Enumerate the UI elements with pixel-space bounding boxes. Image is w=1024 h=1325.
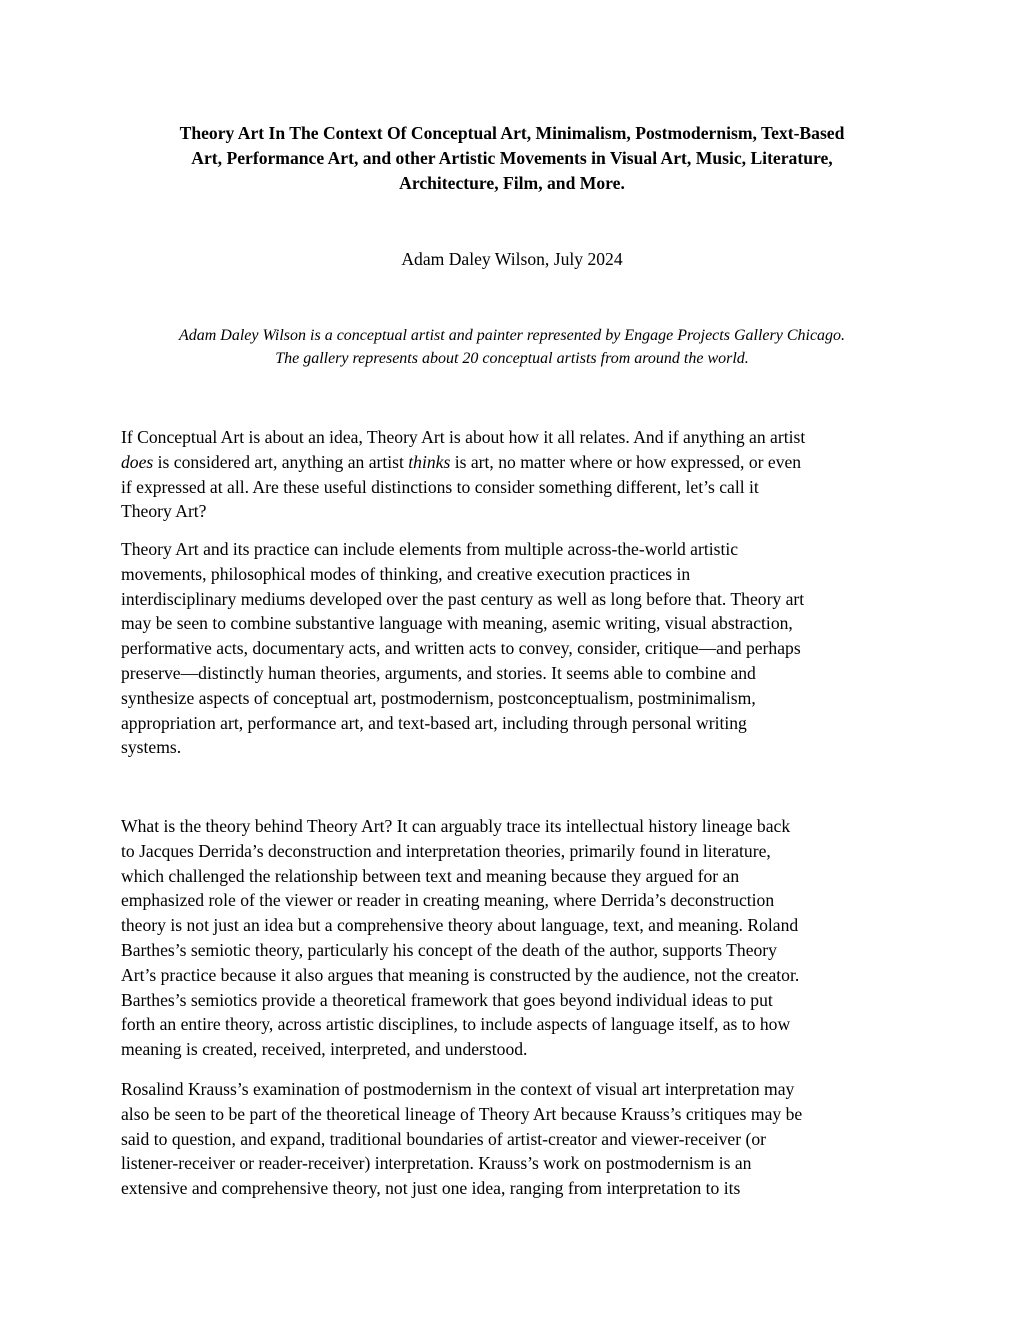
text-line: extensive and comprehensive theory, not just one idea, ranging from interpretation to its [121,1178,741,1199]
bio-line: Adam Daley Wilson is a conceptual artist and painter represented by Engage Projects Gallery Chicago. [178,327,846,344]
text-line: Rosalind Krauss’s examination of postmodernism in the context of visual art interpretation may [121,1079,795,1099]
text-line: emphasized role of the viewer or reader in creating meaning, where Derrida’s deconstruction [121,890,775,911]
title-line: Architecture, Film, and More. [399,173,625,193]
text-segment: is considered art, anything an artist [153,451,409,472]
text-segment: is art, no matter where or how expressed, or even [450,451,802,472]
title-line: Theory Art In The Context Of Conceptual Art, Minimalism, Postmodernism, Text-Based [179,123,845,143]
text-line: preserve—distinctly human theories, arguments, and stories. It seems able to combine and [121,662,756,683]
text-line: movements, philosophical modes of thinking, and creative execution practices in [121,563,691,584]
author-byline: Adam Daley Wilson, July 2024 [401,249,623,269]
text-line: appropriation art, performance art, and text-based art, including through personal writing [121,712,747,733]
text-line: to Jacques Derrida’s deconstruction and interpretation theories, primarily found in literature, [121,840,771,861]
text-line: interdisciplinary mediums developed over the past century as well as long before that. Theory art [121,588,805,609]
emphasis-text: thinks [408,451,451,472]
text-line: Theory Art? [121,501,207,522]
text-line: theory is not just an idea but a comprehensive theory about language, text, and meaning. Roland [121,915,799,936]
text-line: meaning is created, received, interpreted, and understood. [121,1039,528,1060]
bio-line: The gallery represents about 20 conceptual artists from around the world. [275,350,749,367]
text-line: systems. [121,737,182,758]
text-line: performative acts, documentary acts, and written acts to convey, consider, critique—and perhaps [121,638,801,659]
text-line: also be seen to be part of the theoretical lineage of Theory Art because Krauss’s critiques may be [121,1103,803,1124]
text-line: If Conceptual Art is about an idea, Theory Art is about how it all relates. And if anything an artist [121,427,806,447]
text-line: forth an entire theory, across artistic disciplines, to include aspects of language itself, as to how [121,1014,791,1035]
text-line: Theory Art and its practice can include elements from multiple across-the-world artistic [121,539,739,559]
text-line: listener-receiver or reader-receiver) interpretation. Krauss’s work on postmodernism is an [121,1153,752,1174]
text-line: Art’s practice because it also argues that meaning is constructed by the audience, not the creator. [121,964,800,985]
author-bio [110,324,914,370]
text-line: synthesize aspects of conceptual art, postmodernism, postconceptualism, postminimalism, [121,687,756,708]
text-line: said to question, and expand, traditional boundaries of artist-creator and viewer-receiver (or [121,1128,766,1149]
text-line: which challenged the relationship between text and meaning because they argued for an [121,865,740,886]
text-line: What is the theory behind Theory Art? It can arguably trace its intellectual history lineage back [121,816,791,836]
text-line [121,450,911,475]
text-line: may be seen to combine substantive language with meaning, asemic writing, visual abstraction, [121,613,793,634]
paragraph-intro [121,425,911,524]
text-line: if expressed at all. Are these useful distinctions to consider something different, let’s call it [121,476,759,497]
text-line: Barthes’s semiotic theory, particularly his concept of the death of the author, supports Theory [121,939,777,960]
paragraph-theory [121,814,911,1062]
emphasis-text: does [121,451,154,472]
document-title [110,121,914,196]
title-line: Art, Performance Art, and other Artistic Movements in Visual Art, Music, Literature, [191,148,833,168]
text-line: Barthes’s semiotics provide a theoretical framework that goes beyond individual ideas to put [121,989,773,1010]
paragraph-krauss [121,1077,911,1201]
paragraph-practice [121,537,911,760]
